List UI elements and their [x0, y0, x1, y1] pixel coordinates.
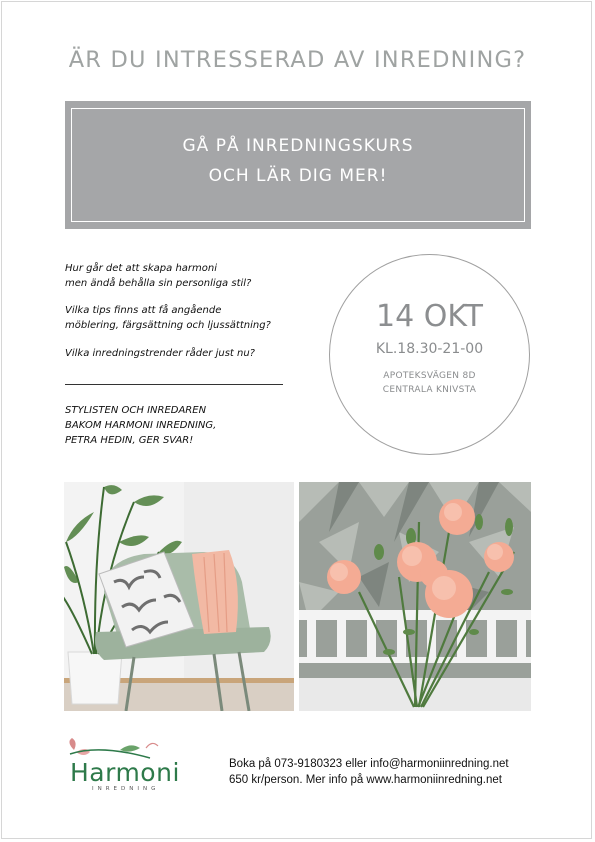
- question-1-line-2: men ändå behålla sin personliga stil?: [65, 278, 252, 289]
- footer-booking: Boka på 073-9180323 eller info@harmoniinredning.net: [229, 758, 509, 770]
- question-3-line-1: Vilka inredningstrender råder just nu?: [65, 348, 255, 359]
- question-2: [65, 303, 325, 333]
- question-3: [65, 346, 325, 361]
- event-time: KL.18.30-21-00: [375, 341, 484, 357]
- stylist-line-1: STYLISTEN OCH INREDAREN: [65, 405, 207, 416]
- logo-name: Harmoni: [70, 758, 180, 787]
- stylist-line-2: BAKOM HARMONI INREDNING,: [65, 420, 217, 431]
- event-address-line-2: CENTRALA KNIVSTA: [382, 385, 477, 395]
- banner-line-1: GÅ PÅ INREDNINGSKURS: [182, 136, 414, 156]
- chair-photo: [64, 482, 294, 711]
- question-2-line-2: möblering, färgsättning och ljussättning?: [65, 320, 271, 331]
- event-address-line-1: APOTEKSVÄGEN 8D: [383, 371, 476, 381]
- stylist-text: [65, 403, 325, 448]
- question-1-line-1: Hur går det att skapa harmoni: [65, 263, 217, 274]
- banner-frame: [71, 108, 525, 222]
- footer-price: 650 kr/person. Mer info på www.harmoniinredning.net: [229, 774, 502, 786]
- banner-line-2: OCH LÄR DIG MER!: [208, 166, 388, 186]
- stylist-line-3: PETRA HEDIN, GER SVAR!: [65, 435, 194, 446]
- question-2-line-1: Vilka tips finns att få angående: [65, 305, 222, 316]
- logo-tagline: INREDNING: [92, 786, 160, 792]
- headline: ÄR DU INTRESSERAD AV INREDNING?: [68, 47, 527, 73]
- flowers-photo: [299, 482, 531, 711]
- harmoni-logo: [60, 736, 180, 796]
- event-date: 14 OKT: [376, 299, 483, 334]
- divider-line: [65, 384, 283, 385]
- question-1: [65, 261, 325, 291]
- course-banner: [65, 101, 531, 229]
